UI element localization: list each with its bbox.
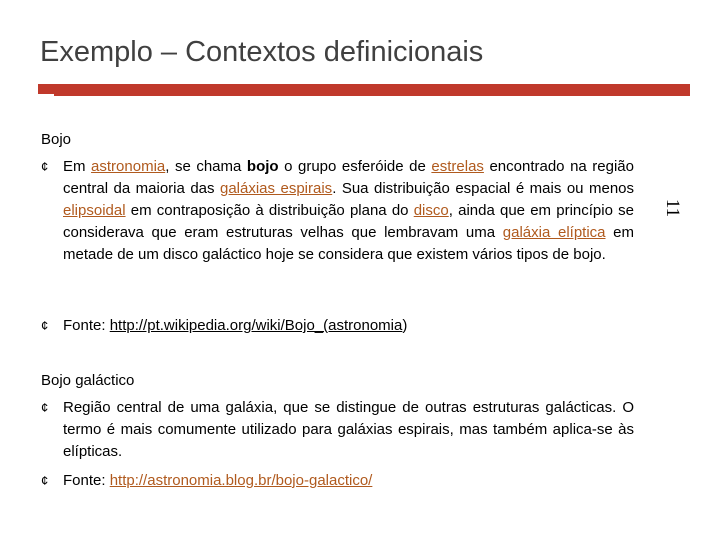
text-run: , ainda que em princípio se considerava que eram estruturas velhas que lembravam uma	[63, 202, 634, 241]
slide-title: Exemplo – Contextos definicionais	[40, 36, 484, 68]
bullet-icon: ¢	[41, 318, 49, 333]
bullet-item-galactic-definition	[41, 397, 634, 463]
bullet-text-definition	[63, 156, 634, 266]
source-prefix: Fonte:	[63, 317, 110, 334]
text-run: encontrado na região central da maioria das	[63, 158, 634, 197]
link-galaxias-espirais[interactable]: galáxias espirais	[219, 180, 333, 197]
source-suffix: )	[402, 317, 408, 334]
source-prefix: Fonte:	[63, 472, 110, 489]
bullet-item-source-2	[41, 470, 661, 492]
link-galaxia-eliptica[interactable]: galáxia elíptica	[502, 224, 606, 241]
source-link-astronomia-blog[interactable]: http://astronomia.blog.br/bojo-galactico/	[109, 472, 373, 489]
text-run: , se chama	[165, 158, 247, 175]
page-number: 11	[662, 198, 683, 218]
bullet-text-source-1	[63, 315, 407, 337]
title-accent-notch	[38, 94, 54, 97]
link-estrelas[interactable]: estrelas	[431, 158, 484, 175]
link-disco[interactable]: disco	[413, 202, 449, 219]
text-run: . Sua distribuição espacial é mais ou menos	[332, 180, 635, 197]
text-run: Em	[63, 158, 92, 175]
link-elipsoidal[interactable]: elipsoidal	[63, 202, 126, 219]
source-link-wikipedia[interactable]: http://pt.wikipedia.org/wiki/Bojo_(astronomia	[109, 317, 403, 334]
link-astronomia[interactable]: astronomia	[91, 158, 166, 175]
bullet-text-source-2	[63, 470, 372, 492]
term-bojo: bojo	[246, 158, 279, 175]
bullet-icon: ¢	[41, 400, 49, 415]
text-run: o grupo esferóide de	[278, 158, 432, 175]
section-heading-bojo: Bojo	[41, 131, 72, 148]
bullet-text-galactic-definition: Região central de uma galáxia, que se distingue de outras estruturas galácticas. O termo é mais comumente utilizado para galáxias espirais, mas também aplica-se às elípticas.	[63, 399, 634, 460]
text-run: em contraposição à distribuição plana do	[125, 202, 414, 219]
title-accent-bar	[38, 84, 690, 96]
bullet-icon: ¢	[41, 159, 49, 174]
bullet-item-definition	[41, 156, 634, 266]
section-heading-bojo-galactico: Bojo galáctico	[41, 372, 135, 389]
bullet-item-source-1	[41, 315, 661, 337]
bullet-icon: ¢	[41, 473, 49, 488]
text-run: em metade de um disco galáctico hoje se considera que existem vários tipos de bojo.	[63, 224, 634, 263]
